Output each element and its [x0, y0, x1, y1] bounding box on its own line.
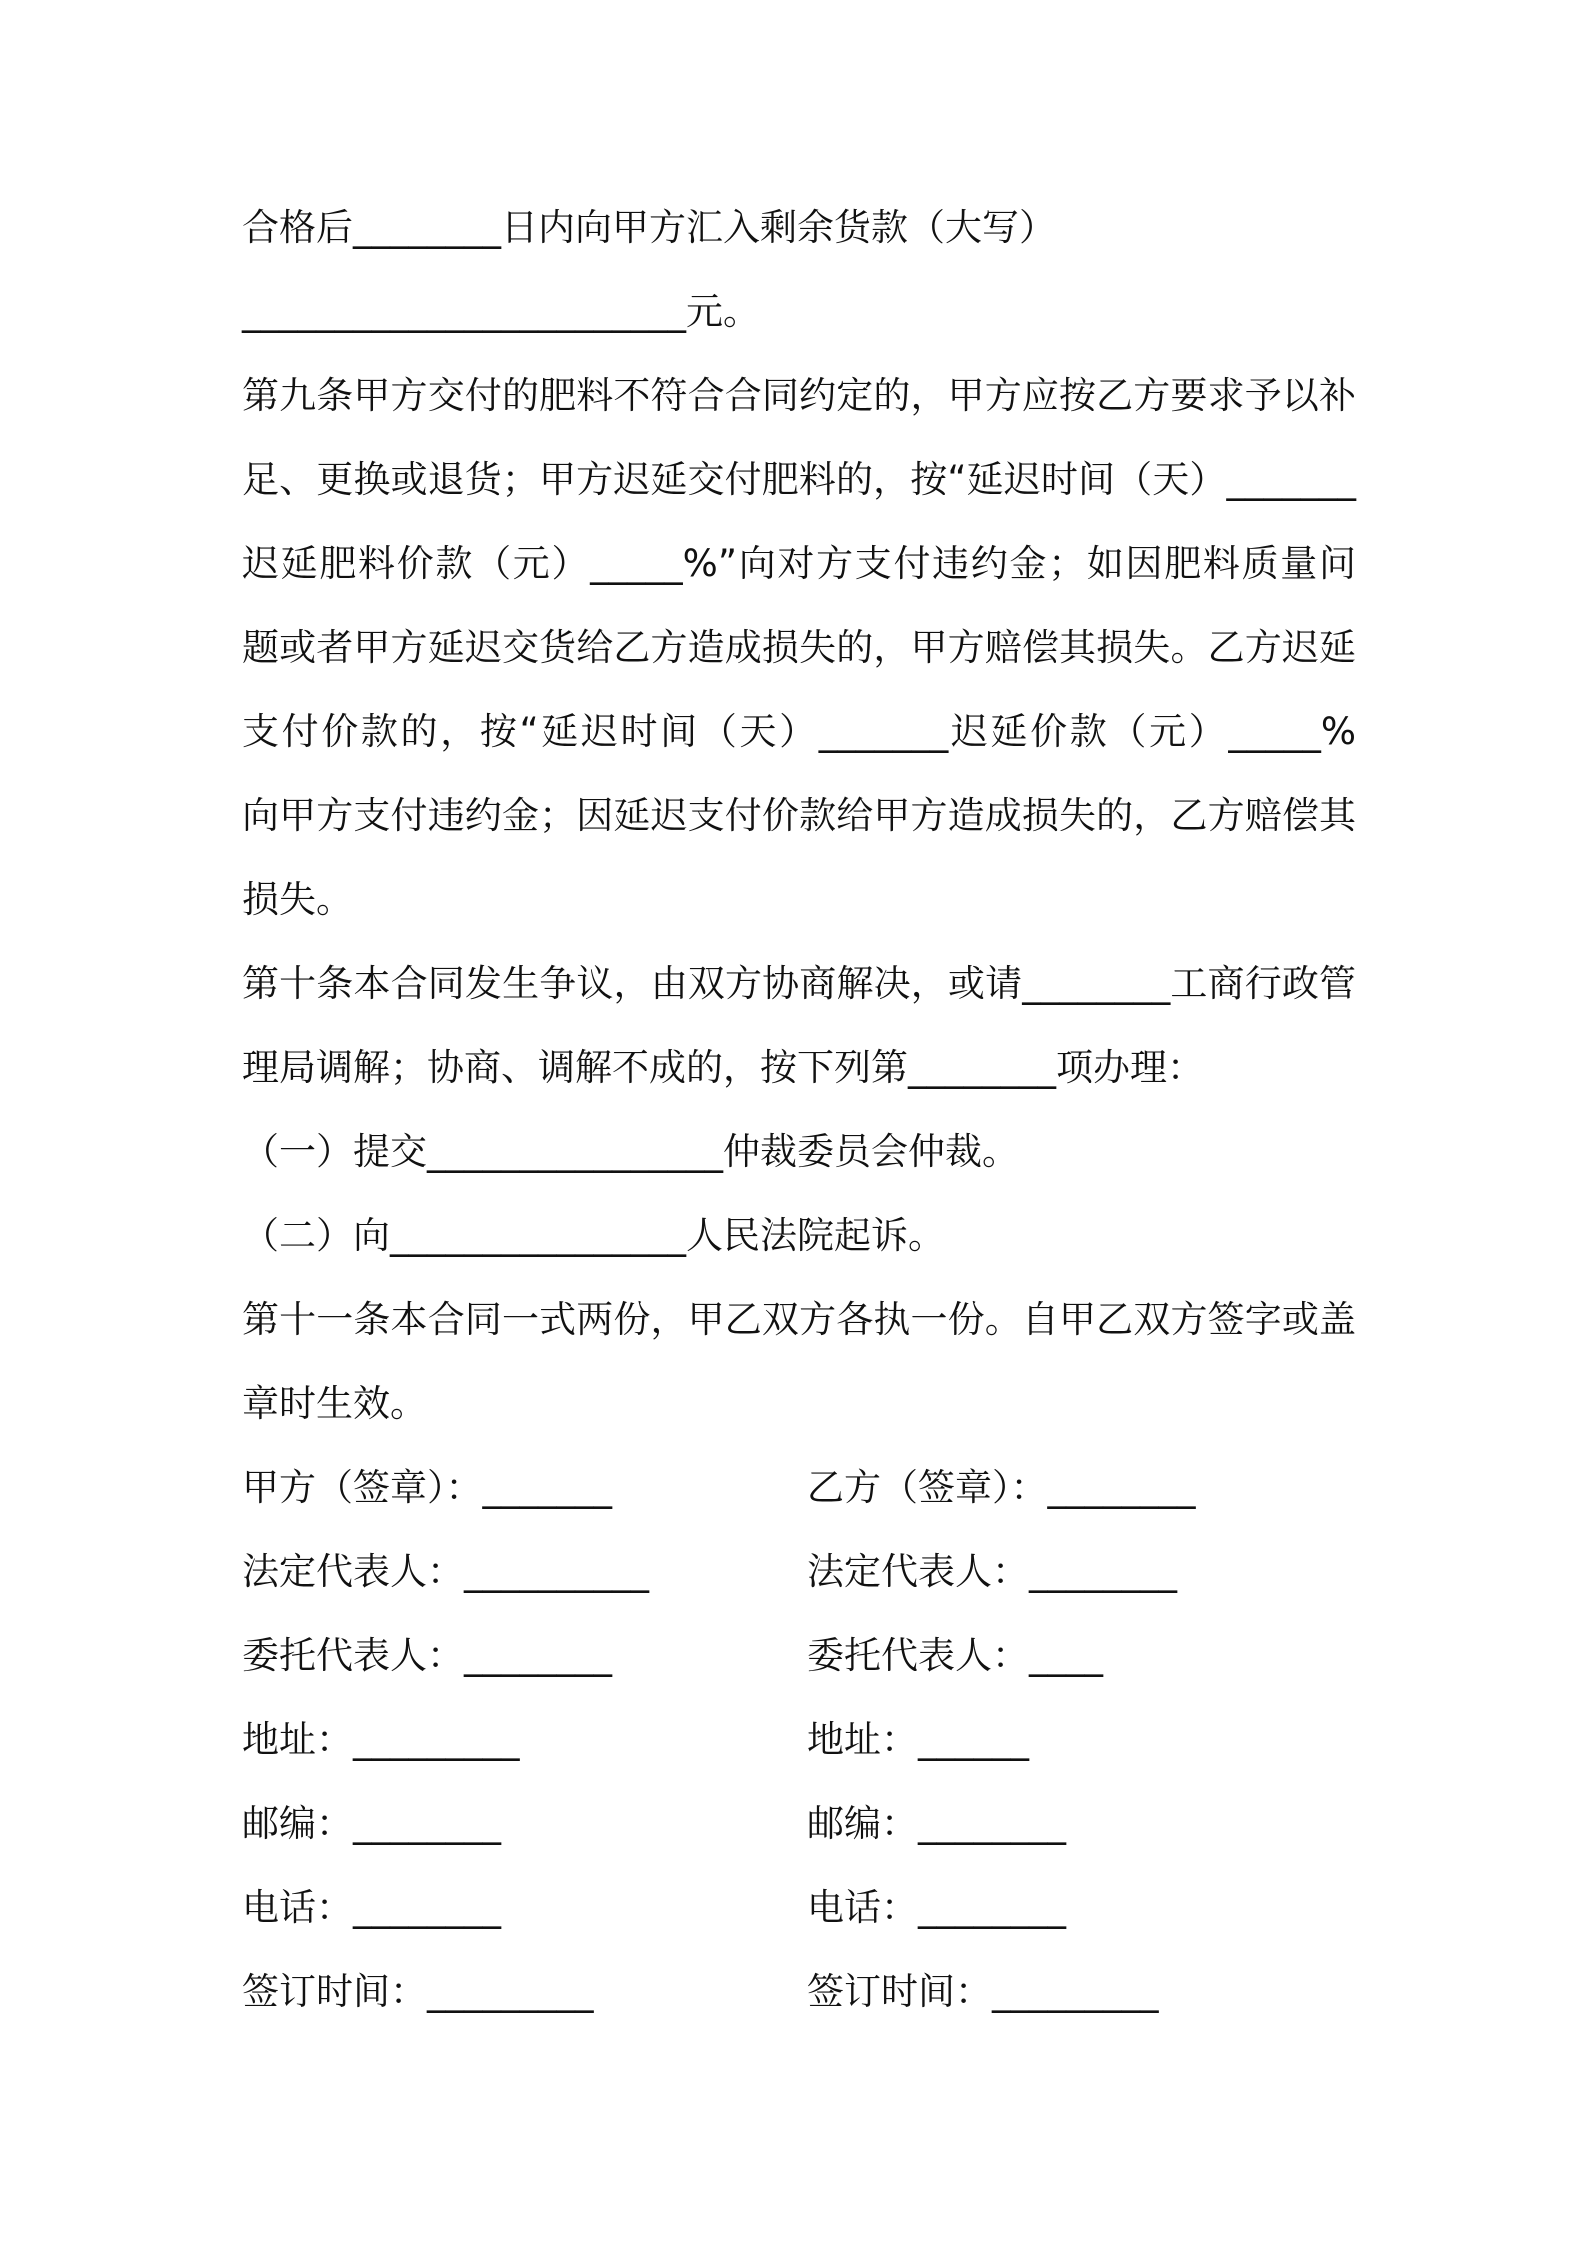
payment-clause-line: ________________________元。 — [242, 290, 760, 333]
signature-row-agent — [242, 1614, 1356, 1698]
signature-row-date — [242, 1950, 1356, 2034]
article-10-option-arbitration: （一）提交________________仲裁委员会仲裁。 — [242, 1130, 1019, 1173]
article-9-line: 支付价款的，按“延迟时间（天）_______迟延价款（元）_____% — [242, 710, 1356, 753]
article-11 — [242, 1278, 1356, 1446]
party-a-address-field: 地址：_________ — [242, 1718, 520, 1761]
party-b-legal-rep-field: 法定代表人：________ — [807, 1550, 1177, 1593]
party-a-postcode-field: 邮编：________ — [242, 1802, 501, 1845]
payment-clause-line: 合格后________日内向甲方汇入剩余货款（大写） — [242, 206, 1056, 249]
article-10-line: 理局调解；协商、调解不成的，按下列第________项办理： — [242, 1046, 1204, 1089]
article-9-line: 损失。 — [242, 878, 353, 921]
signature-row-legal-rep — [242, 1530, 1356, 1614]
signature-row-postcode — [242, 1782, 1356, 1866]
article-11-line: 第十一条本合同一式两份，甲乙双方各执一份。自甲乙双方签字或盖 — [242, 1298, 1356, 1341]
article-9-line: 足、更换或退货；甲方迟延交付肥料的，按“延迟时间（天）_______ — [242, 458, 1356, 501]
party-b-address-field: 地址：______ — [807, 1718, 1029, 1761]
signature-row-phone — [242, 1866, 1356, 1950]
article-10 — [242, 942, 1356, 1278]
party-a-agent-field: 委托代表人：________ — [242, 1634, 612, 1677]
party-b-signing-date-field: 签订时间：_________ — [807, 1970, 1159, 2013]
article-9 — [242, 354, 1356, 942]
party-a-legal-rep-field: 法定代表人：__________ — [242, 1550, 649, 1593]
party-b-phone-field: 电话：________ — [807, 1886, 1066, 1929]
article-10-option-litigation: （二）向________________人民法院起诉。 — [242, 1214, 945, 1257]
article-10-line: 第十条本合同发生争议，由双方协商解决，或请________工商行政管 — [242, 962, 1356, 1005]
payment-clause — [242, 186, 1356, 354]
party-b-postcode-field: 邮编：________ — [807, 1802, 1066, 1845]
contract-page — [242, 186, 1356, 2034]
article-9-line: 迟延肥料价款（元）_____%”向对方支付违约金；如因肥料质量问 — [242, 542, 1356, 585]
article-9-line: 题或者甲方延迟交货给乙方造成损失的，甲方赔偿其损失。乙方迟延 — [242, 626, 1356, 669]
party-a-seal-field: 甲方（签章）：_______ — [242, 1466, 612, 1509]
party-a-phone-field: 电话：________ — [242, 1886, 501, 1929]
article-11-line: 章时生效。 — [242, 1382, 427, 1425]
party-a-signing-date-field: 签订时间：_________ — [242, 1970, 594, 2013]
signature-row-address — [242, 1698, 1356, 1782]
party-b-agent-field: 委托代表人：____ — [807, 1634, 1103, 1677]
party-b-seal-field: 乙方（签章）：________ — [807, 1466, 1196, 1509]
signature-row-seal — [242, 1446, 1356, 1530]
article-9-line: 第九条甲方交付的肥料不符合合同约定的，甲方应按乙方要求予以补 — [242, 374, 1356, 417]
article-9-line: 向甲方支付违约金；因延迟支付价款给甲方造成损失的，乙方赔偿其 — [242, 794, 1356, 837]
signature-block — [242, 1446, 1356, 2034]
